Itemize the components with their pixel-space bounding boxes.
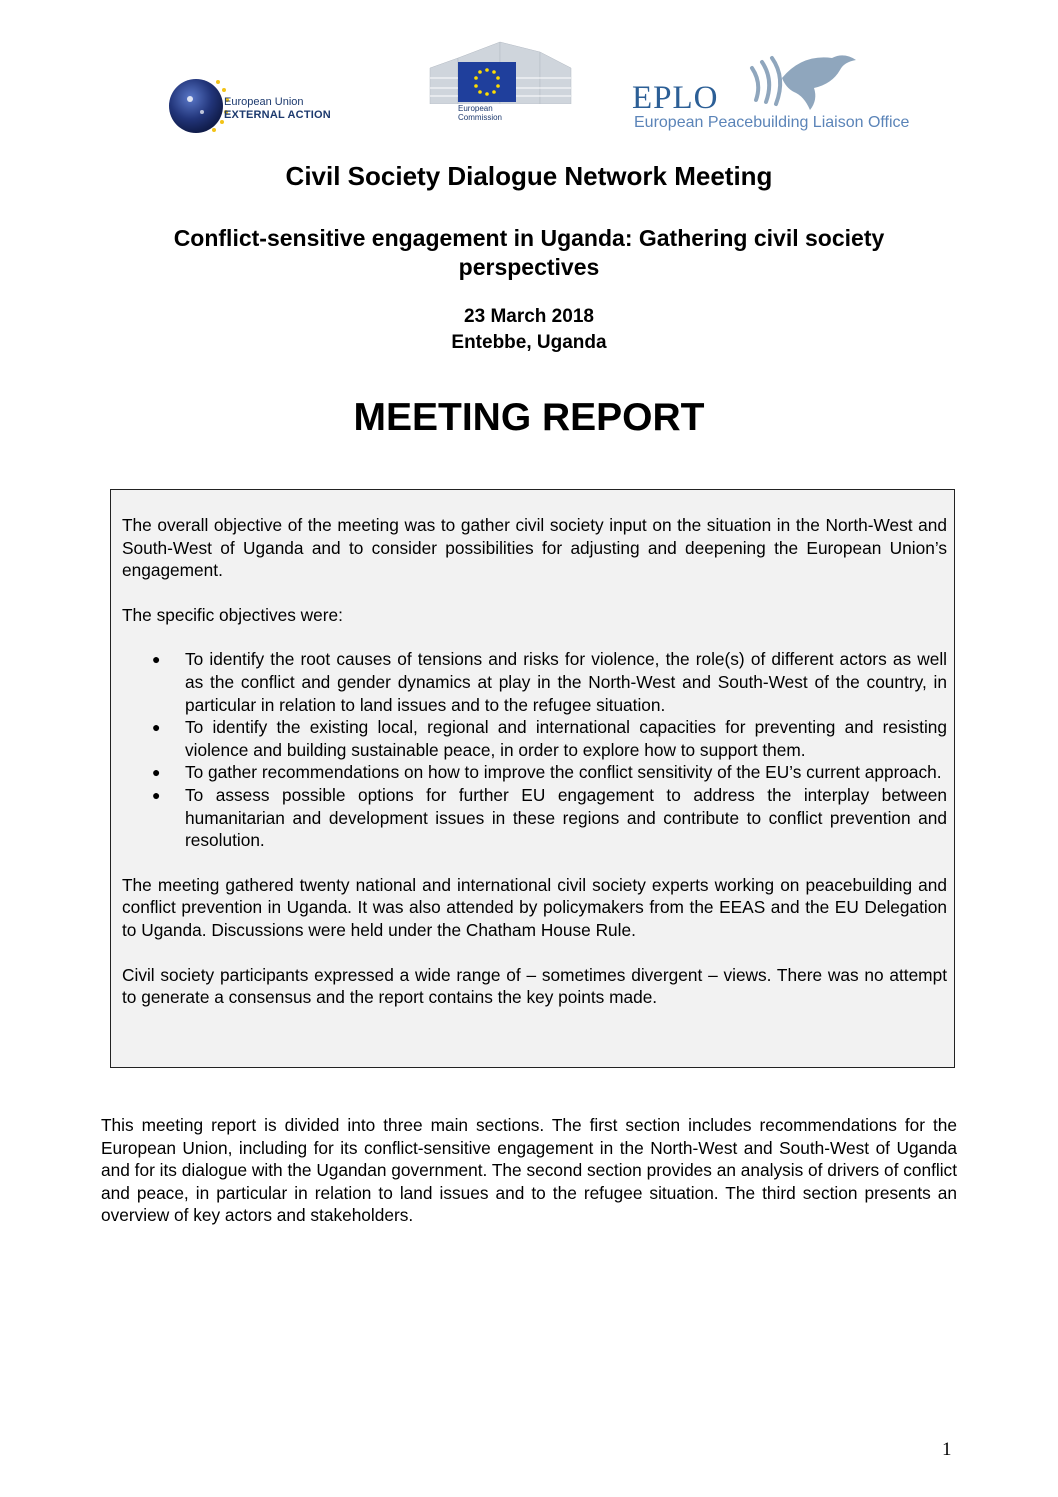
page-number: 1 (942, 1439, 952, 1460)
objective-text: To assess possible options for further EU engagement to address the interplay between humanitarian and development issues in these regions and contribute to conflict prevention and resolution. (185, 784, 947, 851)
objective-item (122, 716, 947, 761)
eplo-wordmark: EPLO (632, 80, 719, 116)
objective-item (122, 761, 947, 784)
network-title: Civil Society Dialogue Network Meeting (285, 161, 773, 191)
meeting-place: Entebbe, Uganda (451, 332, 607, 353)
eu-globe-icon (166, 74, 230, 138)
dove-icon (732, 48, 862, 118)
eu-logo-line1: European Union (224, 96, 304, 108)
meeting-date: 23 March 2018 (464, 306, 594, 327)
eu-logo-text (224, 96, 331, 122)
eu-logo-line2: EXTERNAL ACTION (224, 109, 331, 121)
eu-external-action-logo (166, 74, 381, 138)
objectives-list (122, 648, 947, 851)
summary-paragraph-3: The meeting gathered twenty national and international civil society experts working on peacebuilding and conflict prevention in Uganda. It was also attended by policymakers from the EEAS and the EU Delegation to Uganda. Discussions were held under the Chatham House Rule. (122, 874, 947, 940)
eplo-logo (632, 48, 917, 138)
european-commission-logo (428, 38, 573, 134)
bullet-icon: ● (152, 764, 161, 781)
objective-item (122, 784, 947, 852)
objective-item (122, 648, 947, 716)
bullet-icon: ● (152, 719, 161, 736)
ec-logo-line1: European (458, 104, 493, 113)
summary-paragraph-2: The specific objectives were: (122, 604, 343, 625)
report-structure-paragraph: This meeting report is divided into three main sections. The first section includes recommendations for the European Union, including for its conflict-sensitive engagement in the North-West and South-West of Uganda and for its dialogue with the Ugandan government. The second section provides an analysis of drivers of conflict and peace, in particular in relation to land issues and to the refugee situation. The third section presents an overview of key actors and stakeholders. (101, 1115, 957, 1226)
objective-text: To identify the root causes of tensions and risks for violence, the role(s) of different actors as well as the conflict and gender dynamics at play in the North-West and South-West of the country, in particular in relation to land issues and to the refugee situation. (185, 649, 947, 715)
summary-paragraph-1: The overall objective of the meeting was to gather civil society input on the situation in the North-West and South-West of Uganda and to consider possibilities for adjusting and deepening the European Union’s engagement. (122, 515, 947, 581)
bullet-icon: ● (152, 786, 161, 803)
meeting-date-place (0, 304, 1058, 356)
ec-logo-text (458, 104, 502, 122)
objective-text: To gather recommendations on how to improve the conflict sensitivity of the EU’s current approach. (185, 762, 942, 783)
summary-paragraph-4: Civil society participants expressed a wide range of – sometimes divergent – views. There was no attempt to generate a consensus and the report contains the key points made. (122, 964, 947, 1008)
objective-text: To identify the existing local, regional and international capacities for preventing and resisting violence and building sustainable peace, in order to explore how to support them. (185, 717, 947, 760)
objectives-summary-box (110, 489, 955, 1068)
eplo-subtitle: European Peacebuilding Liaison Office (634, 114, 910, 131)
report-title: MEETING REPORT (353, 396, 705, 439)
ec-logo-line2: Commission (458, 113, 503, 122)
bullet-icon: ● (152, 651, 161, 668)
topic-title: Conflict-sensitive engagement in Uganda: Gathering civil society perspectives (173, 225, 885, 280)
summary-content (122, 514, 947, 1009)
commission-building-icon (428, 38, 573, 104)
